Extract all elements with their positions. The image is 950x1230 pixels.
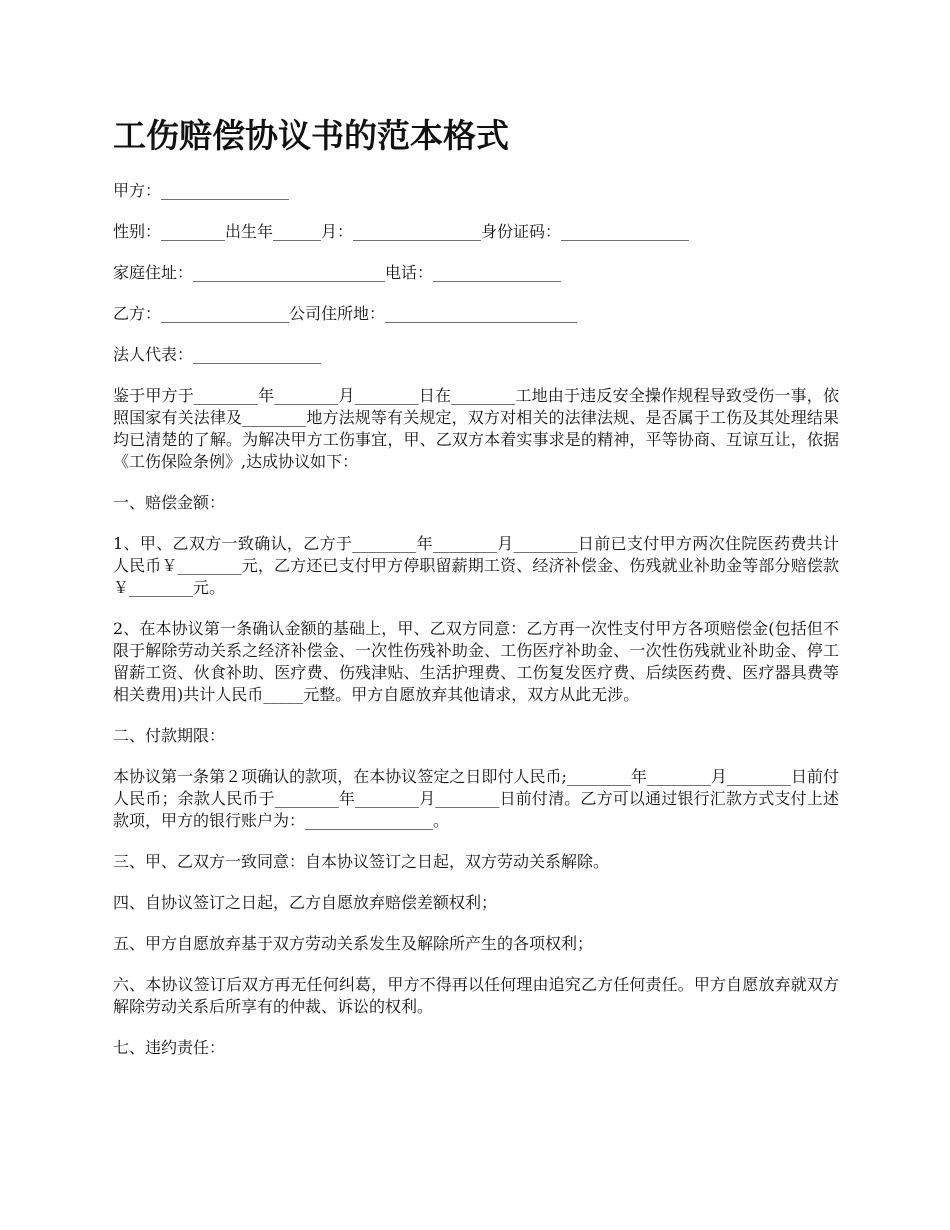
section-1-item-2: 2、在本协议第一条确认金额的基础上，甲、乙双方同意：乙方再一次性支付甲方各项赔偿金(包括但不限于解除劳动关系之经济补偿金、一次性伤残补助金、工伤医疗补助金、一次性伤残就业补助金、停工留薪工资、伙食补助、医疗费、伤残津贴、生活护理费、工伤复发医疗费、后续医药费、医疗器具费等相关费用)共计人民币_____元整。甲方自愿放弃其他请求，双方从此无涉。 — [113, 619, 839, 704]
party-a-field: 甲方：________________ — [113, 181, 290, 200]
document-title: 工伤赔偿协议书的范本格式 — [113, 116, 509, 155]
section-2-heading: 二、付款期限： — [113, 726, 226, 745]
section-7-heading: 七、违约责任： — [113, 1038, 226, 1057]
section-1-item-1: 1、甲、乙双方一致确认，乙方于________年________月________日前已支付甲方两次住院医药费共计人民币￥________元，乙方还已支付甲方停职留薪期工资、经济补偿金、伤残就业补助金等部分赔偿款￥________元。 — [113, 534, 839, 597]
address-phone-field: 家庭住址：________________________电话：________________ — [113, 263, 562, 282]
section-3-paragraph: 三、甲、乙双方一致同意：自本协议签订之日起，双方劳动关系解除。 — [113, 852, 610, 871]
section-1-heading: 一、赔偿金额： — [113, 493, 226, 512]
section-5-paragraph: 五、甲方自愿放弃基于双方劳动关系发生及解除所产生的各项权利； — [113, 934, 594, 953]
gender-birth-id-field: 性别：________出生年______月：________________身份证码：________________ — [113, 222, 690, 241]
section-6-paragraph: 六、本协议签订后双方再无任何纠葛，甲方不得再以任何理由追究乙方任何责任。甲方自愿放弃就双方解除劳动关系后所享有的仲裁、诉讼的权利。 — [113, 975, 839, 1016]
section-2-body: 本协议第一条第２项确认的款项，在本协议签定之日即付人民币;________年________月________日前付人民币；余款人民币于________年________月________日前付清。乙方可以通过银行汇款方式支付上述款项，甲方的银行账户为：________________。 — [113, 767, 839, 830]
party-b-field: 乙方：________________公司住所地：________________________ — [113, 304, 578, 323]
document-page — [113, 112, 839, 1078]
preamble-paragraph: 鉴于甲方于________年________月________日在________工地由于违反安全操作规程导致受伤一事，依照国家有关法律及________地方法规等有关规定，双方对相关的法律法规、是否属于工伤及其处理结果均已清楚的了解。为解决甲方工伤事宜，甲、乙双方本着实事求是的精神，平等协商、互谅互让，依据《工伤保险条例》,达成协议如下： — [113, 386, 839, 471]
section-4-paragraph: 四、自协议签订之日起，乙方自愿放弃赔偿差额权利； — [113, 893, 498, 912]
legal-representative-field: 法人代表：________________ — [113, 345, 322, 364]
